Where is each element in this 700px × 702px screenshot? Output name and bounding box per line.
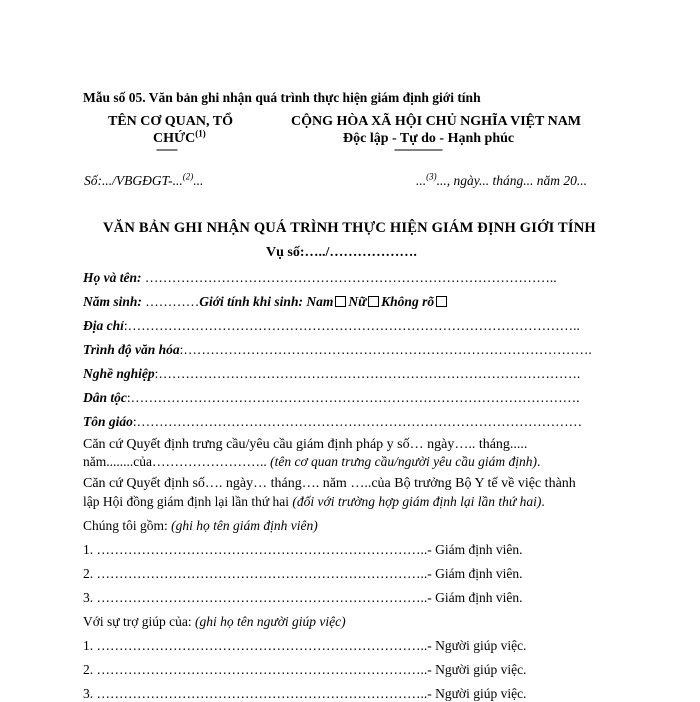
field-religion [83,414,582,430]
field-education [83,342,592,358]
religion-value: :……………………………………………………………………………………… [132,414,583,429]
full-name-label: Họ và tên: [83,270,142,285]
helpers-note: (ghi họ tên người giúp việc) [194,614,346,629]
basis-council-note: (đối với trường hợp giám định lại lần thứ hai) [292,494,542,509]
field-full-name [83,270,557,286]
address-value: :……………………………………………………………………………………….. [123,318,580,333]
address-label: Địa chỉ [83,318,124,333]
unknown-checkbox[interactable] [436,296,447,307]
motto-separator: ---------------- [394,142,442,156]
org-name-line1: TÊN CƠ QUAN, TỔ [108,114,233,129]
basis-council-line1: Căn cứ Quyết định số…. ngày… tháng…. năm …..của Bộ trưởng Bộ Y tế về việc thành [83,476,576,491]
nation-title: CỘNG HÒA XÃ HỘI CHỦ NGHĨA VIỆT NAM [291,114,582,129]
ethnicity-label: Dân tộc [83,390,127,405]
field-address [83,318,580,334]
place-date: ...$^{(3)}$..., ngày... tháng... năm 20... [416,171,587,188]
occupation-label: Nghề nghiệp [83,366,155,381]
field-ethnicity [83,390,580,406]
case-number: Vụ số:…../………………. [266,245,417,260]
birth-year-label: Năm sinh: [83,294,142,309]
ethnicity-value: :………………………………………………………………………………………. [126,390,580,405]
basis-request-note: (tên cơ quan trưng cầu/người yêu cầu giám định) [270,454,537,469]
birth-year-value: ………… [141,294,200,309]
examiner-row-1: 1. ………………………………………………………………..- Giám định viên. [83,542,523,557]
org-separator: ------- [156,142,177,156]
footnote-mark-1: (1) [195,128,206,139]
option-unknown-label: Không rõ [381,294,435,309]
sex-at-birth-label: Giới tính khi sinh: [199,294,307,309]
female-checkbox[interactable] [368,296,379,307]
helper-row-3: 3. ………………………………………………………………..- Người giúp việc. [83,686,527,701]
option-male-label: Nam [306,294,334,309]
religion-label: Tôn giáo [83,414,133,429]
full-name-value: ……………………………………………………………………………….. [141,270,557,285]
helper-row-1: 1. ………………………………………………………………..- Người giúp việc. [83,638,527,653]
basis-request-line2: năm........của…………………….. (tên cơ quan trưng cầu/người yêu cầu giám định). [83,454,541,469]
footnote-mark-3: (3) [426,171,437,182]
examiners-intro: Chúng tôi gồm: (ghi họ tên giám định viên) [83,518,318,533]
field-occupation [83,366,580,382]
education-label: Trình độ văn hóa [83,342,180,357]
footnote-mark-2: (2) [182,171,194,182]
examiners-note: (ghi họ tên giám định viên) [171,518,318,533]
document-number: Số:.../VBGĐGT-...$^{(2)}$... [84,171,204,188]
basis-council-line2: lập Hội đồng giám định lại lần thứ hai (đối với trường hợp giám định lại lần thứ hai). [83,494,545,509]
form-number: Mẫu số 05. Văn bản ghi nhận quá trình thực hiện giám định giới tính [83,90,481,105]
option-female-label: Nữ [348,294,367,309]
basis-request-line1: Căn cứ Quyết định trưng cầu/yêu cầu giám định pháp y số… ngày….. tháng..... [83,437,528,452]
nation-motto: Độc lập - Tự do - Hạnh phúc [343,131,515,146]
helper-row-2: 2. ………………………………………………………………..- Người giúp việc. [83,662,527,677]
education-value: :………………………………………………………………………………. [179,342,592,357]
male-checkbox[interactable] [335,296,346,307]
examiner-row-3: 3. ………………………………………………………………..- Giám định viên. [83,590,523,605]
field-birth-year [83,294,449,310]
org-name-line2: CHỨC$^{(1)}$ [153,128,206,146]
helpers-intro: Với sự trợ giúp của: (ghi họ tên người giúp việc) [83,614,346,629]
document-title: VĂN BẢN GHI NHẬN QUÁ TRÌNH THỰC HIỆN GIÁM ĐỊNH GIỚI TÍNH [103,220,596,236]
examiner-row-2: 2. ………………………………………………………………..- Giám định viên. [83,566,523,581]
occupation-value: :…………………………………………………………………………………. [154,366,581,381]
